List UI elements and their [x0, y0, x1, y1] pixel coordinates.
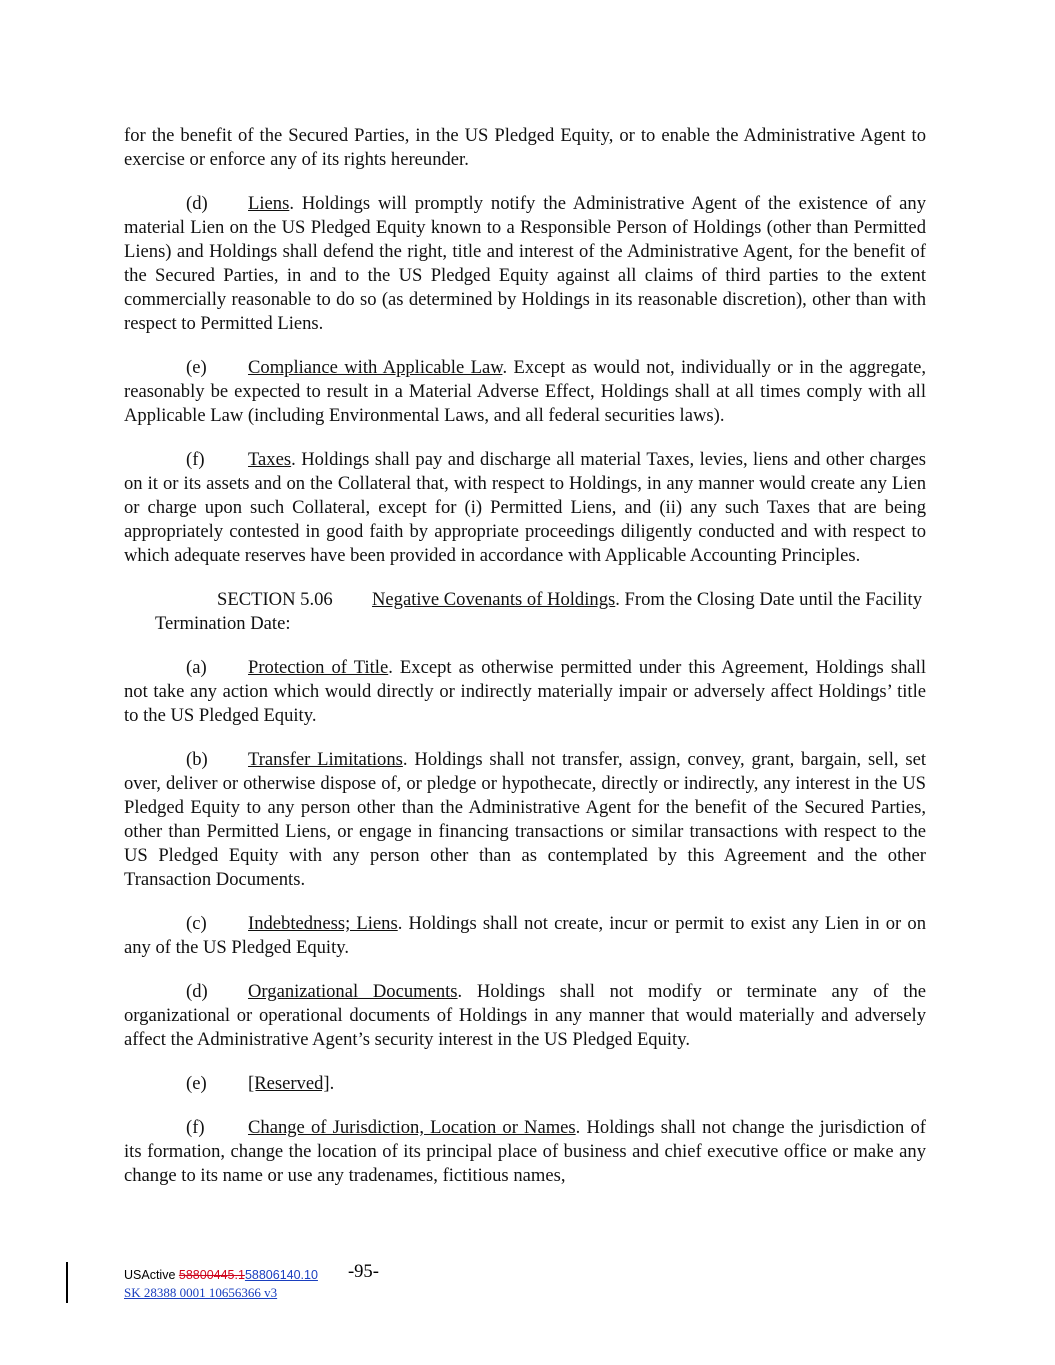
- paragraph-a-protection-of-title: [124, 656, 926, 728]
- paragraph-b-transfer-limitations: [124, 748, 926, 892]
- clause-title: Transfer Limitations: [248, 749, 403, 770]
- section-title: Negative Covenants of Holdings: [372, 589, 616, 610]
- clause-body: . Holdings shall not create, incur or permit to exist any Lien in or on any of the US Pledged Equity.: [124, 913, 926, 958]
- paragraph-d-organizational-documents: [124, 980, 926, 1052]
- paragraph-f-change-of-jurisdiction: [124, 1116, 926, 1188]
- clause-body: . Holdings shall not transfer, assign, convey, grant, bargain, sell, set over, deliver or otherwise dispose of, or pledge or hypothecate, directly or indirectly, any interest in the US Pledged Equity to any person other than the Administrative Agent for the benefit of the Secured Parties, other than Permitted Liens, or engage in financing transactions or similar transactions with respect to the US Pledged Equity with any person other than as contemplated by this Agreement and the other Transaction Documents.: [124, 749, 927, 890]
- clause-body: . Except as otherwise permitted under this Agreement, Holdings shall not take any action which would directly or indirectly materially impair or adversely affect Holdings’ title to the US Pledged Equity.: [124, 657, 926, 726]
- page-number: -95-: [347, 1261, 379, 1282]
- document-id-line: [124, 1261, 379, 1284]
- section-body: . From the Closing Date until the Facility Termination Date:: [155, 589, 923, 634]
- paragraph-e-reserved: [124, 1072, 926, 1096]
- clause-number: (e): [186, 1073, 207, 1094]
- paragraph-f-taxes: [124, 448, 926, 568]
- clause-body: . Holdings will promptly notify the Administrative Agent of the existence of any material Lien on the US Pledged Equity known to a Responsible Person of Holdings (other than Permitted Liens) and Holdings shall defend the right, title and interest of the Administrative Agent, for the benefit of the Secured Parties, in and to the US Pledged Equity against all claims of third parties to the extent commercially reasonable to do so (as determined by Holdings in its reasonable discretion), other than with respect to Permitted Liens.: [124, 193, 926, 334]
- clause-body: . Except as would not, individually or in the aggregate, reasonably be expected to result in a Material Adverse Effect, Holdings shall at all times comply with all Applicable Law (including Environmental Laws, and all federal securities laws).: [124, 357, 926, 426]
- paragraph-d-liens: [124, 192, 926, 336]
- clause-body: . Holdings shall not modify or terminate any of the organizational or operational documents of Holdings in any manner that would materially and adversely affect the Administrative Agent’s security interest in the US Pledged Equity.: [124, 981, 927, 1050]
- clause-body: .: [329, 1073, 335, 1094]
- clause-title: [Reserved]: [248, 1073, 330, 1094]
- clause-title: Taxes: [248, 449, 292, 470]
- clause-title: Indebtedness; Liens: [248, 913, 398, 934]
- clause-number: (d): [186, 193, 208, 214]
- paragraph-e-compliance: [124, 356, 926, 428]
- clause-number: (f): [186, 449, 205, 470]
- clause-body: . Holdings shall not change the jurisdiction of its formation, change the location of its principal place of business and chief executive office or make any change to its name or use any tradenames, fictitious names,: [124, 1117, 926, 1186]
- sk-reference: SK 28388 0001 10656366 v3: [124, 1285, 278, 1300]
- doc-id-prefix: USActive: [124, 1268, 179, 1282]
- clause-number: (c): [186, 913, 207, 934]
- clause-title: Compliance with Applicable Law: [248, 357, 503, 378]
- clause-number: (a): [186, 657, 207, 678]
- section-heading: [155, 588, 926, 636]
- clause-title: Organizational Documents: [248, 981, 458, 1002]
- clause-title: Change of Jurisdiction, Location or Names: [248, 1117, 576, 1138]
- document-page: [124, 124, 926, 1208]
- clause-title: Protection of Title: [248, 657, 389, 678]
- clause-number: (b): [186, 749, 208, 770]
- clause-body: . Holdings shall pay and discharge all material Taxes, levies, liens and other charges on it or its assets and on the Collateral that, with respect to Holdings, in any manner would create any Lien or charge upon such Collateral, except for (i) Permitted Liens, and (ii) any such Taxes that are being appropriately contested in good faith by appropriate proceedings diligently conducted and with respect to which adequate reserves have been provided in accordance with Applicable Accounting Principles.: [124, 449, 926, 566]
- clause-number: (d): [186, 981, 208, 1002]
- clause-title: Liens: [248, 193, 290, 214]
- paragraph-intro: for the benefit of the Secured Parties, in the US Pledged Equity, or to enable the Administrative Agent to exercise or enforce any of its rights hereunder.: [124, 125, 926, 170]
- clause-number: (e): [186, 357, 207, 378]
- paragraph-c-indebtedness: [124, 912, 926, 960]
- clause-number: (f): [186, 1117, 205, 1138]
- inserted-doc-id: 58806140.10: [244, 1268, 318, 1282]
- section-number: SECTION 5.06: [217, 589, 333, 610]
- page-footer: [124, 1261, 379, 1302]
- change-bar: [66, 1262, 68, 1303]
- deleted-doc-id: 58800445.1: [178, 1268, 245, 1282]
